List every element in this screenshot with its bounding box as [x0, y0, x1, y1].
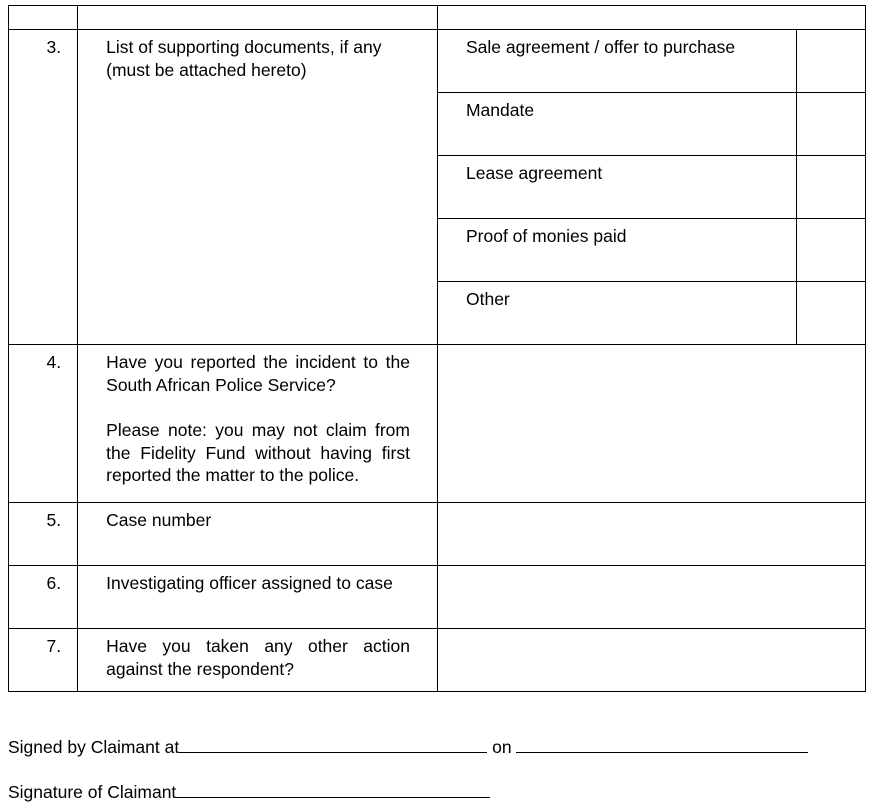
table-row	[9, 345, 866, 503]
police-report-answer-field[interactable]	[437, 345, 865, 503]
table-row	[9, 629, 866, 692]
row-number: 6.	[9, 566, 78, 629]
table-row	[9, 30, 866, 93]
document-option-checkbox[interactable]	[796, 282, 865, 345]
on-label: on	[492, 737, 512, 757]
table-header-row	[9, 6, 866, 30]
row-question: List of supporting documents, if any (must be attached hereto)	[78, 30, 438, 345]
table-row	[9, 566, 866, 629]
row-question: Case number	[78, 503, 438, 566]
document-option-label: Sale agreement / offer to purchase	[437, 30, 796, 93]
case-number-field[interactable]	[437, 503, 865, 566]
police-report-question: Have you reported the incident to the South African Police Service?	[106, 352, 410, 395]
signature-label: Signature of Claimant	[8, 782, 177, 802]
paragraph-gap	[106, 396, 410, 419]
claim-form-table	[8, 5, 866, 692]
signed-at-line	[8, 736, 808, 758]
header-cell-number	[9, 6, 78, 30]
signed-at-label: Signed by Claimant at	[8, 737, 180, 757]
investigating-officer-field[interactable]	[437, 566, 865, 629]
table-row	[9, 503, 866, 566]
row-question: Investigating officer assigned to case	[78, 566, 438, 629]
document-option-label: Other	[437, 282, 796, 345]
row-question	[78, 345, 438, 503]
signature-line	[8, 781, 490, 803]
header-cell-question	[78, 6, 438, 30]
document-option-checkbox[interactable]	[796, 30, 865, 93]
row-question: Have you taken any other action against the respondent?	[78, 629, 438, 692]
row-number: 3.	[9, 30, 78, 345]
signed-at-field[interactable]	[179, 738, 487, 753]
document-option-checkbox[interactable]	[796, 219, 865, 282]
other-action-field[interactable]	[437, 629, 865, 692]
document-option-label: Proof of monies paid	[437, 219, 796, 282]
signed-on-date-field[interactable]	[516, 738, 808, 753]
header-cell-answer	[437, 6, 865, 30]
document-option-label: Mandate	[437, 93, 796, 156]
row-number: 7.	[9, 629, 78, 692]
signature-field[interactable]	[176, 783, 490, 798]
document-option-label: Lease agreement	[437, 156, 796, 219]
row-number: 4.	[9, 345, 78, 503]
police-report-note: Please note: you may not claim from the Fidelity Fund without having first reported the matter to the police.	[106, 420, 410, 485]
document-option-checkbox[interactable]	[796, 93, 865, 156]
document-option-checkbox[interactable]	[796, 156, 865, 219]
row-number: 5.	[9, 503, 78, 566]
